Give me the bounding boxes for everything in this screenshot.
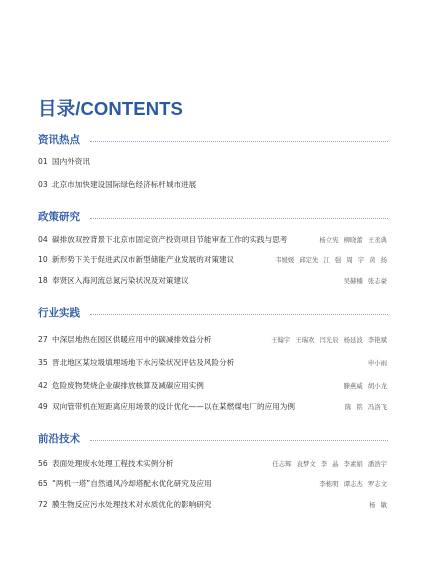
toc-entry-title: 新形势下关于促进武汉市新型储能产业发展的对策建议 (52, 255, 235, 264)
toc-entry-authors: 杨立宪 柳晓蕾 王丞典 (319, 236, 387, 244)
section-header-news (38, 133, 388, 149)
toc-entry-authors: 任志辉 袁梦文 李 晶 李素娟 潘浩宇 (272, 460, 387, 468)
section-divider (90, 141, 388, 142)
section-divider (90, 218, 388, 219)
toc-entry-title: 危险废物焚烧企业碳排放核算及减碳应用实例 (52, 381, 204, 390)
toc-entry-title: “两机一塔”自然通风冷却塔配水优化研究及应用 (52, 479, 212, 488)
toc-page-number: 42 (38, 381, 48, 390)
section-title: 政策研究 (38, 211, 80, 223)
toc-entry[interactable] (38, 156, 387, 168)
page-title: 目录/CONTENTS (38, 98, 183, 119)
toc-entry[interactable] (38, 179, 387, 191)
toc-entry[interactable] (38, 357, 387, 369)
section-title: 资讯热点 (38, 134, 80, 146)
toc-page-number: 03 (38, 180, 48, 189)
toc-entry-title: 晋北地区某垃圾填埋场地下水污染状况评估及风险分析 (52, 358, 235, 367)
section-header-frontier (38, 432, 388, 448)
toc-entry-authors: 李栋明 谭志杰 罗志文 (319, 480, 387, 488)
toc-entry[interactable] (38, 478, 387, 490)
toc-page-number: 35 (38, 358, 48, 367)
toc-entry[interactable] (38, 254, 387, 266)
section-header-practice (38, 306, 388, 322)
toc-entry-authors: 陈 铭 冯洛飞 (344, 403, 387, 411)
section-divider (90, 314, 388, 315)
toc-entry-title: 膜生物反应污水处理技术对水质优化的影响研究 (52, 500, 212, 509)
toc-entry-title: 表面处理废水处理工程技术实例分析 (52, 459, 174, 468)
toc-entry-title: 国内外资讯 (52, 157, 90, 166)
toc-entry-title: 北京市加快建设国际绿色经济标杆城市进展 (52, 180, 197, 189)
toc-page-number: 01 (38, 157, 48, 166)
toc-entry[interactable] (38, 334, 387, 346)
toc-entry-title: 中深层地热在园区供暖应用中的碳减排效益分析 (52, 335, 212, 344)
toc-entry-title: 碳排放双控背景下北京市固定资产投资项目节能审查工作的实践与思考 (52, 235, 288, 244)
toc-page-number: 27 (38, 335, 48, 344)
section-header-policy (38, 210, 388, 226)
toc-entry-authors: 吴赫楠 张志豪 (343, 277, 387, 285)
section-title: 行业实践 (38, 307, 80, 319)
toc-entry[interactable] (38, 499, 387, 511)
toc-page-number: 56 (38, 459, 48, 468)
toc-entry[interactable] (38, 401, 387, 413)
toc-entry-authors: 滕燕威 胡小龙 (343, 382, 387, 390)
section-title: 前沿技术 (38, 433, 80, 445)
toc-entry[interactable] (38, 380, 387, 392)
toc-entry[interactable] (38, 458, 387, 470)
toc-entry-title: 奉贤区入海河流总氮污染状况及对策建议 (52, 276, 189, 285)
toc-entry-authors: 申小雨 (367, 359, 387, 367)
toc-page-number: 65 (38, 479, 48, 488)
toc-entry[interactable] (38, 234, 387, 246)
toc-entry[interactable] (38, 275, 387, 287)
toc-page-number: 10 (38, 255, 48, 264)
section-divider (90, 440, 388, 441)
toc-page-number: 72 (38, 500, 48, 509)
toc-page-number: 04 (38, 235, 48, 244)
toc-entry-authors: 韦媛媛 邱定先 江 强 周 宇 黄 扬 (275, 256, 387, 264)
toc-page-number: 18 (38, 276, 48, 285)
toc-page-number: 49 (38, 402, 48, 411)
toc-entry-authors: 王翰宇 王瑞欢 闫光辰 杨延波 李艳斌 (271, 336, 387, 344)
toc-entry-title: 双向管带机在短距离应用场景的设计优化——以在某燃煤电厂的应用为例 (52, 402, 295, 411)
toc-entry-authors: 杨 敏 (369, 501, 387, 509)
